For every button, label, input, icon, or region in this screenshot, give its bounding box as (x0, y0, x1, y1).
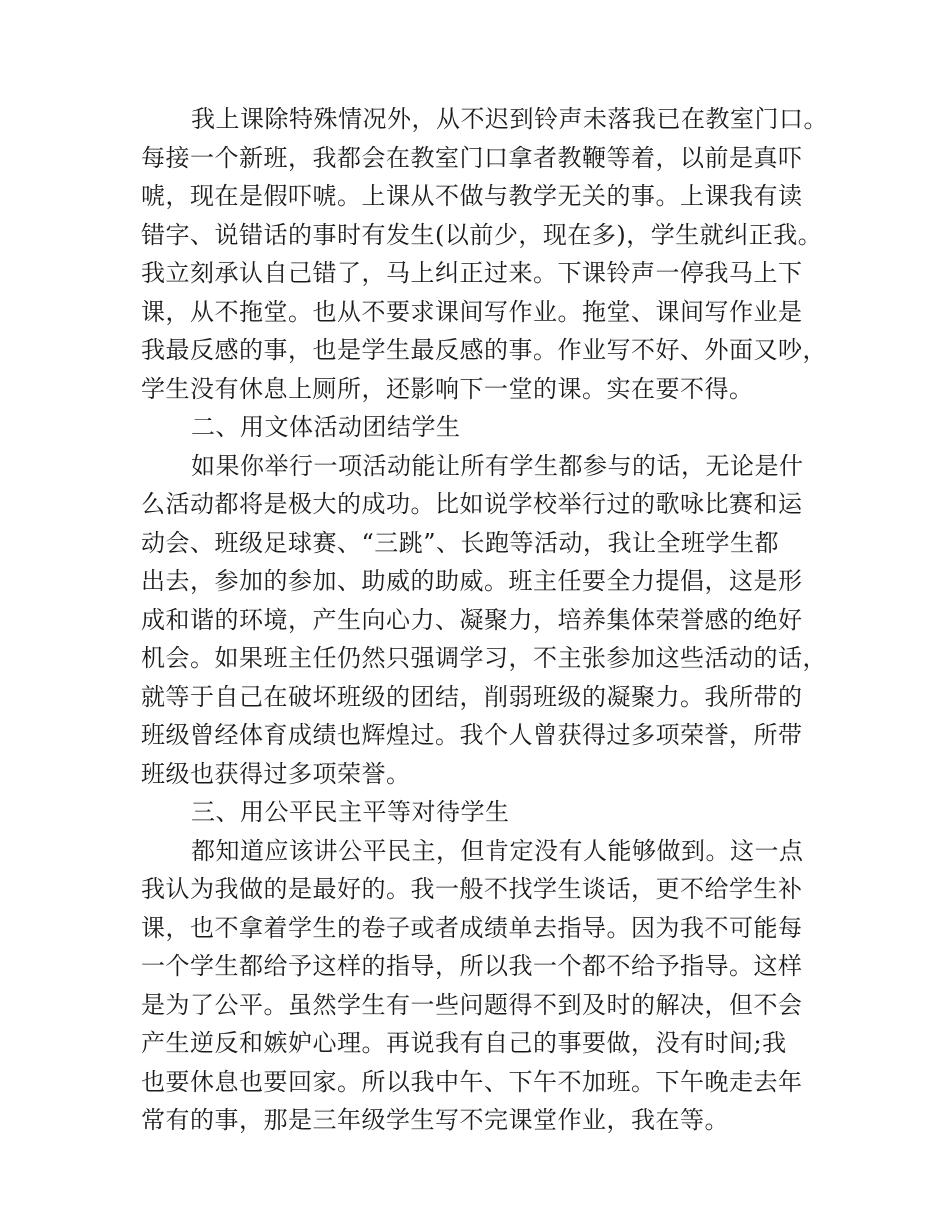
text-line: 课，从不拖堂。也从不要求课间写作业。拖堂、课间写作业是 (141, 297, 803, 326)
text-line: 课，也不拿着学生的卷子或者成绩单去指导。因为我不可能每 (141, 913, 803, 942)
text-line: 三、用公平民主平等对待学生 (191, 798, 510, 826)
text-line: 出去，参加的参加、助威的助威。班主任要全力提倡，这是形 (141, 567, 803, 595)
text-line: 每接一个新班，我都会在教室门口拿者教鞭等着，以前是真吓 (141, 143, 803, 172)
text-line: 么活动都将是极大的成功。比如说学校举行过的歌咏比赛和运 (141, 490, 803, 518)
text-line: 班级也获得过多项荣誉。 (141, 759, 411, 788)
text-line: 错字、说错话的事时有发生(以前少，现在多)，学生就纠正我。 (141, 220, 823, 249)
text-line: 二、用文体活动团结学生 (191, 413, 461, 441)
text-line: 班级曾经体育成绩也辉煌过。我个人曾获得过多项荣誉，所带 (141, 721, 803, 749)
text-line: 机会。如果班主任仍然只强调学习，不主张参加这些活动的话， (141, 644, 827, 672)
text-line: 产生逆反和嫉妒心理。再说我有自己的事要做，没有时间;我 (141, 1029, 787, 1057)
text-line: 就等于自己在破坏班级的团结，削弱班级的凝聚力。我所带的 (141, 682, 803, 711)
text-line: 常有的事，那是三年级学生写不完课堂作业，我在等。 (141, 1106, 729, 1134)
text-line: 我认为我做的是最好的。我一般不找学生谈话，更不给学生补 (141, 875, 803, 903)
text-line: 是为了公平。虽然学生有一些问题得不到及时的解决，但不会 (141, 990, 803, 1019)
text-line: 唬，现在是假吓唬。上课从不做与教学无关的事。上课我有读 (141, 182, 803, 210)
text-line: 动会、班级足球赛、“三跳”、长跑等活动，我让全班学生都 (141, 528, 780, 557)
text-line: 也要休息也要回家。所以我中午、下午不加班。下午晚走去年 (141, 1067, 803, 1096)
text-line: 成和谐的环境，产生向心力、凝聚力，培养集体荣誉感的绝好 (141, 605, 803, 634)
text-line: 我立刻承认自己错了，马上纠正过来。下课铃声一停我马上下 (141, 259, 803, 287)
text-line: 如果你举行一项活动能让所有学生都参与的话，无论是什 (191, 451, 804, 480)
text-line: 我最反感的事，也是学生最反感的事。作业写不好、外面又吵， (141, 336, 827, 364)
text-line: 一个学生都给予这样的指导，所以我一个都不给予指导。这样 (141, 952, 803, 980)
text-line: 学生没有休息上厕所，还影响下一堂的课。实在要不得。 (141, 374, 754, 403)
text-line: 我上课除特殊情况外，从不迟到铃声未落我已在教室门口。 (191, 105, 828, 133)
text-line: 都知道应该讲公平民主，但肯定没有人能够做到。这一点 (191, 836, 804, 865)
document-body (141, 100, 841, 1140)
